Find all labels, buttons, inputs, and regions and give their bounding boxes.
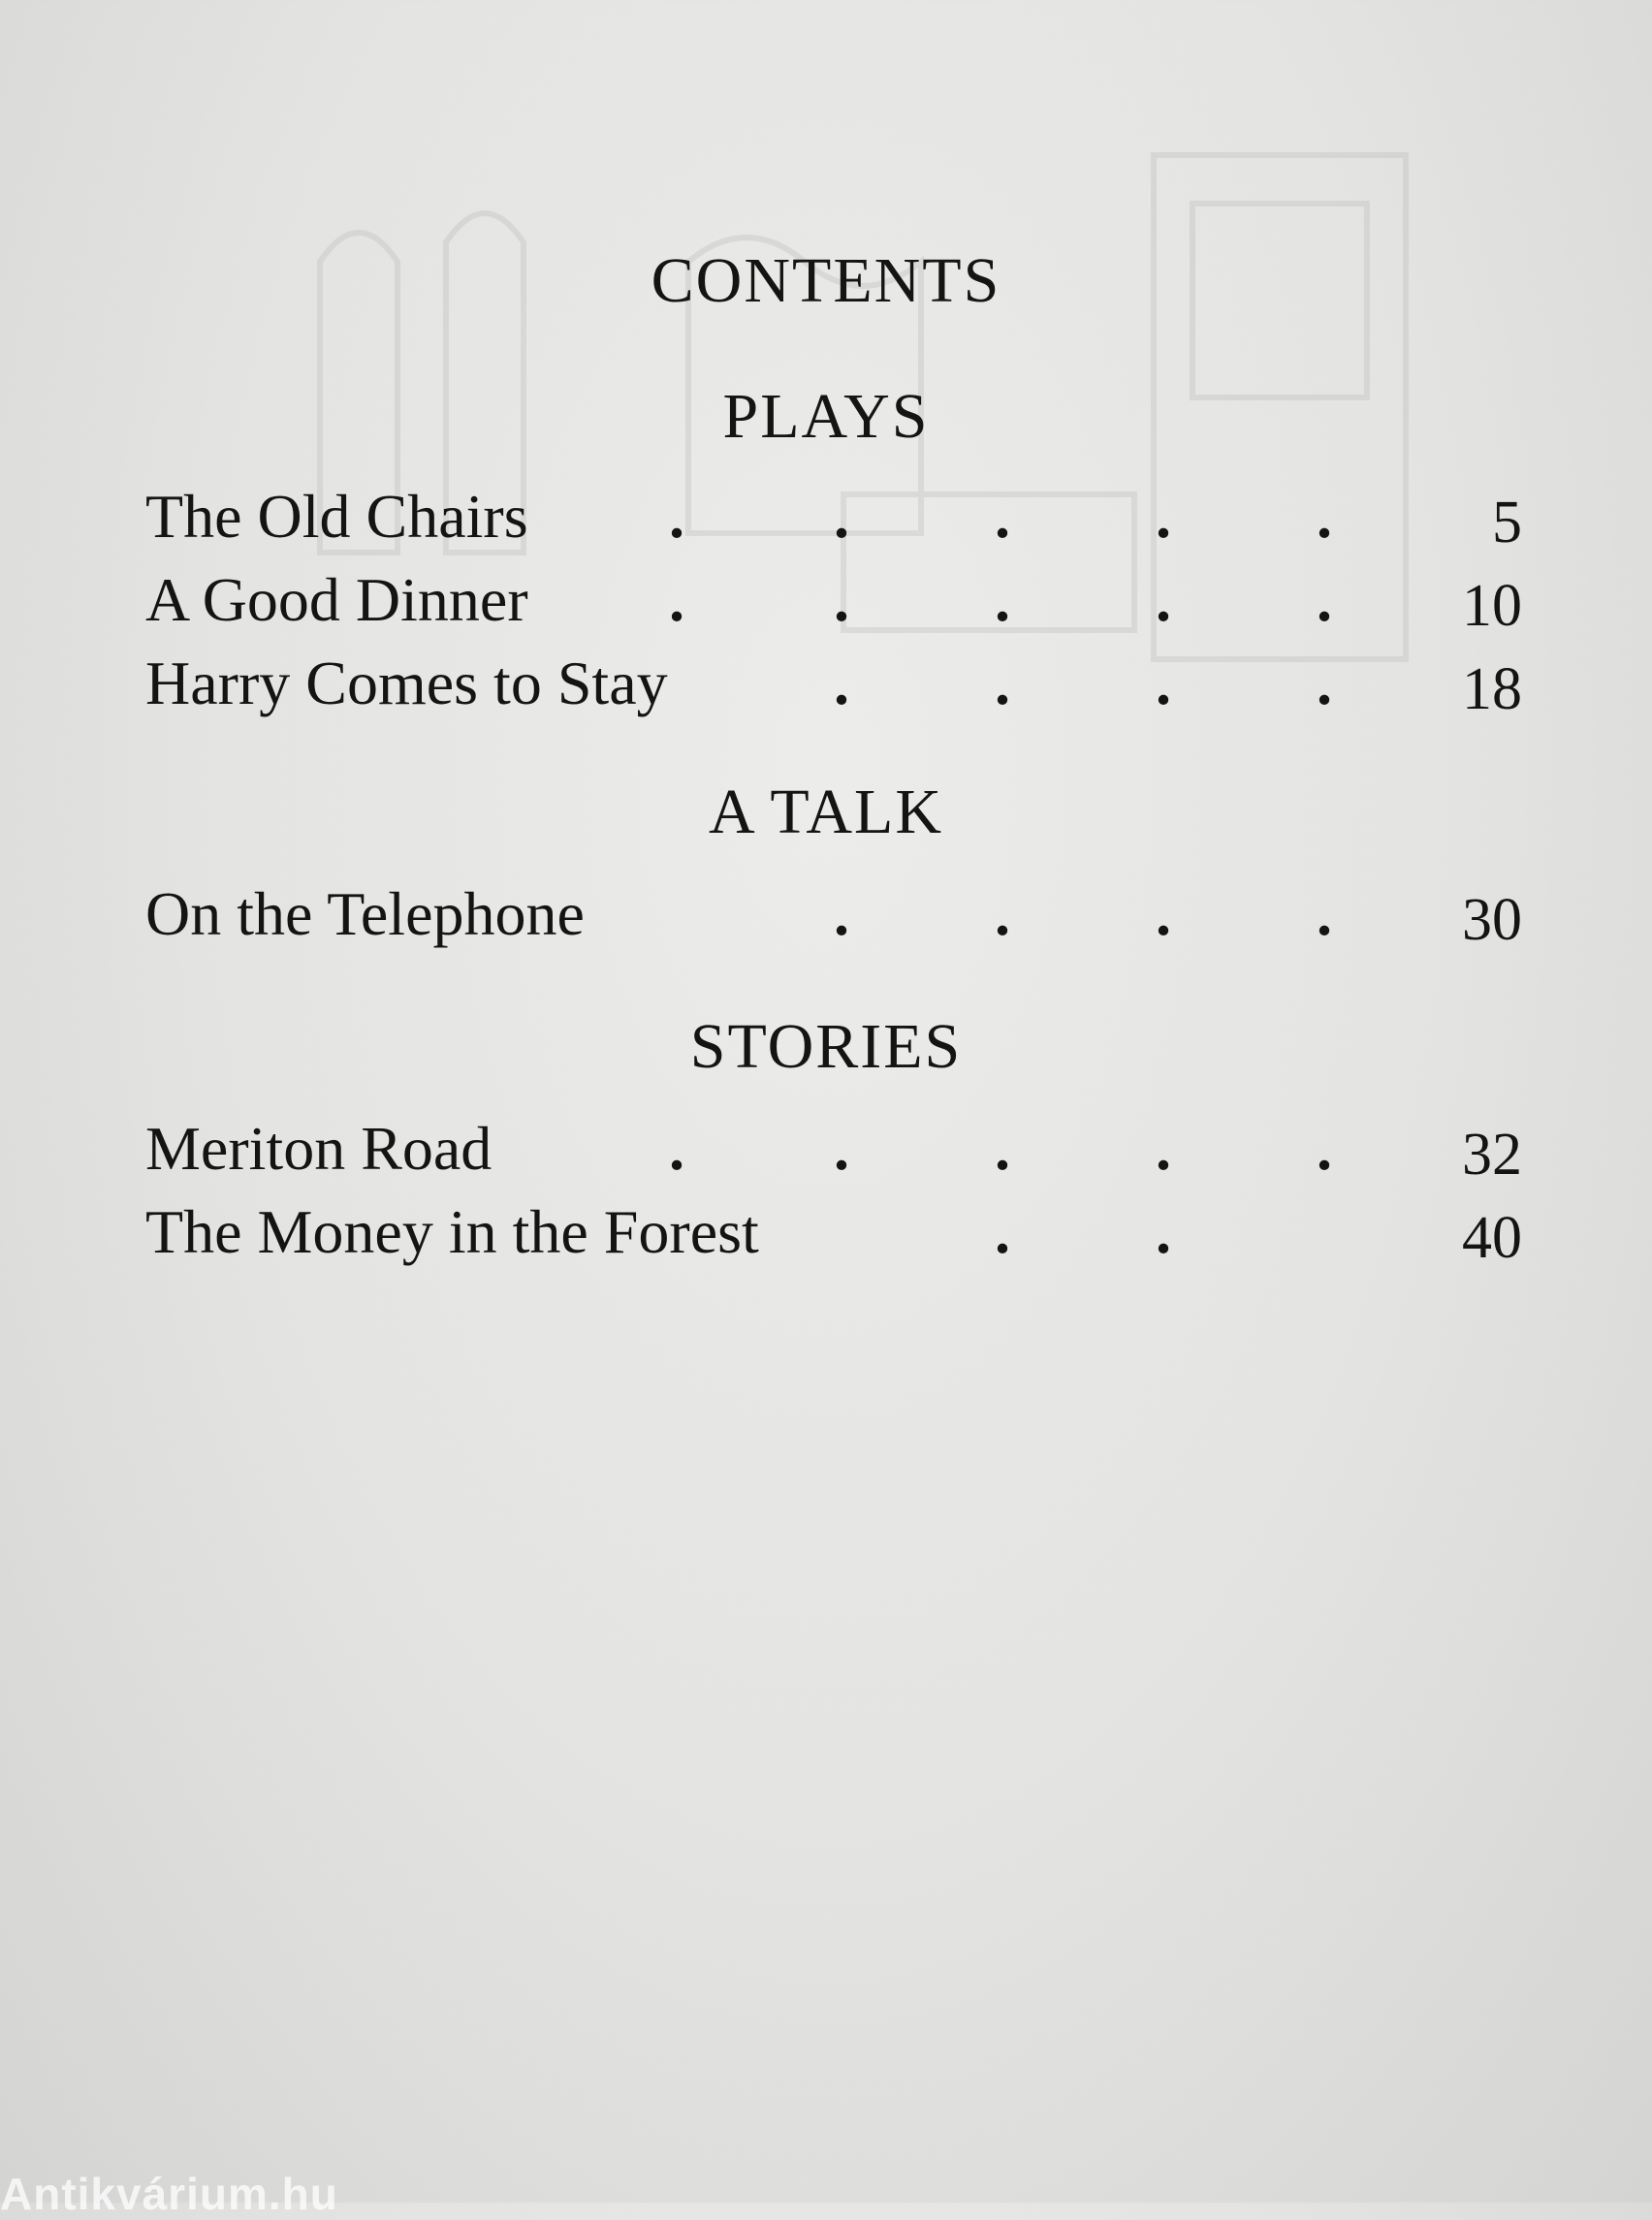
dot-leader: .	[669, 565, 684, 634]
dot-leader: .	[669, 482, 684, 551]
dot-leader: .	[1317, 482, 1332, 551]
dot-leader: .	[1156, 1114, 1171, 1183]
dot-leader: .	[1156, 482, 1171, 551]
toc-entry[interactable]	[145, 648, 1522, 725]
dot-leader: .	[1156, 565, 1171, 634]
toc-entry-page: 18	[1462, 656, 1522, 722]
toc-entry-title: Harry Comes to Stay	[145, 649, 668, 717]
dot-leader: .	[834, 1114, 849, 1183]
toc-entry-title: The Old Chairs	[145, 482, 528, 551]
dot-leader: .	[995, 1197, 1010, 1266]
dot-leader: .	[995, 565, 1010, 634]
toc-entry-page: 32	[1462, 1122, 1522, 1188]
dot-leader: .	[995, 482, 1010, 551]
dot-leader: .	[834, 879, 849, 948]
dot-leader: .	[1317, 1114, 1332, 1183]
toc-entry-page: 10	[1462, 573, 1522, 639]
contents-heading: CONTENTS	[651, 245, 1001, 316]
toc-entry-page: 30	[1462, 887, 1522, 953]
dot-leader: .	[834, 649, 849, 717]
toc-entry-title: The Money in the Forest	[145, 1197, 759, 1266]
dot-leader: .	[834, 482, 849, 551]
toc-entry[interactable]	[145, 878, 1522, 956]
toc-entry-page: 5	[1492, 490, 1522, 555]
dot-leader: .	[834, 565, 849, 634]
section-heading-stories: STORIES	[689, 1011, 963, 1082]
section-heading-a-talk: A TALK	[708, 777, 943, 847]
toc-entry[interactable]	[145, 564, 1522, 642]
dot-leader: .	[1317, 879, 1332, 948]
dot-leader: .	[995, 649, 1010, 717]
dot-leader: .	[1317, 565, 1332, 634]
section-heading-plays: PLAYS	[722, 381, 930, 452]
toc-entry-title: A Good Dinner	[145, 565, 528, 634]
toc-entry[interactable]	[145, 1196, 1522, 1274]
dot-leader: .	[1156, 1197, 1171, 1266]
dot-leader: .	[1317, 649, 1332, 717]
dot-leader: .	[1156, 879, 1171, 948]
toc-entry-page: 40	[1462, 1205, 1522, 1271]
dot-leader: .	[1156, 649, 1171, 717]
toc-entry-title: On the Telephone	[145, 879, 585, 948]
toc-entry-title: Meriton Road	[145, 1114, 492, 1183]
dot-leader: .	[995, 879, 1010, 948]
toc-entry[interactable]	[145, 1113, 1522, 1190]
dot-leader: .	[995, 1114, 1010, 1183]
dot-leader: .	[669, 1114, 684, 1183]
watermark-text: Antikvárium.hu	[0, 2169, 338, 2219]
toc-entry[interactable]	[145, 481, 1522, 558]
